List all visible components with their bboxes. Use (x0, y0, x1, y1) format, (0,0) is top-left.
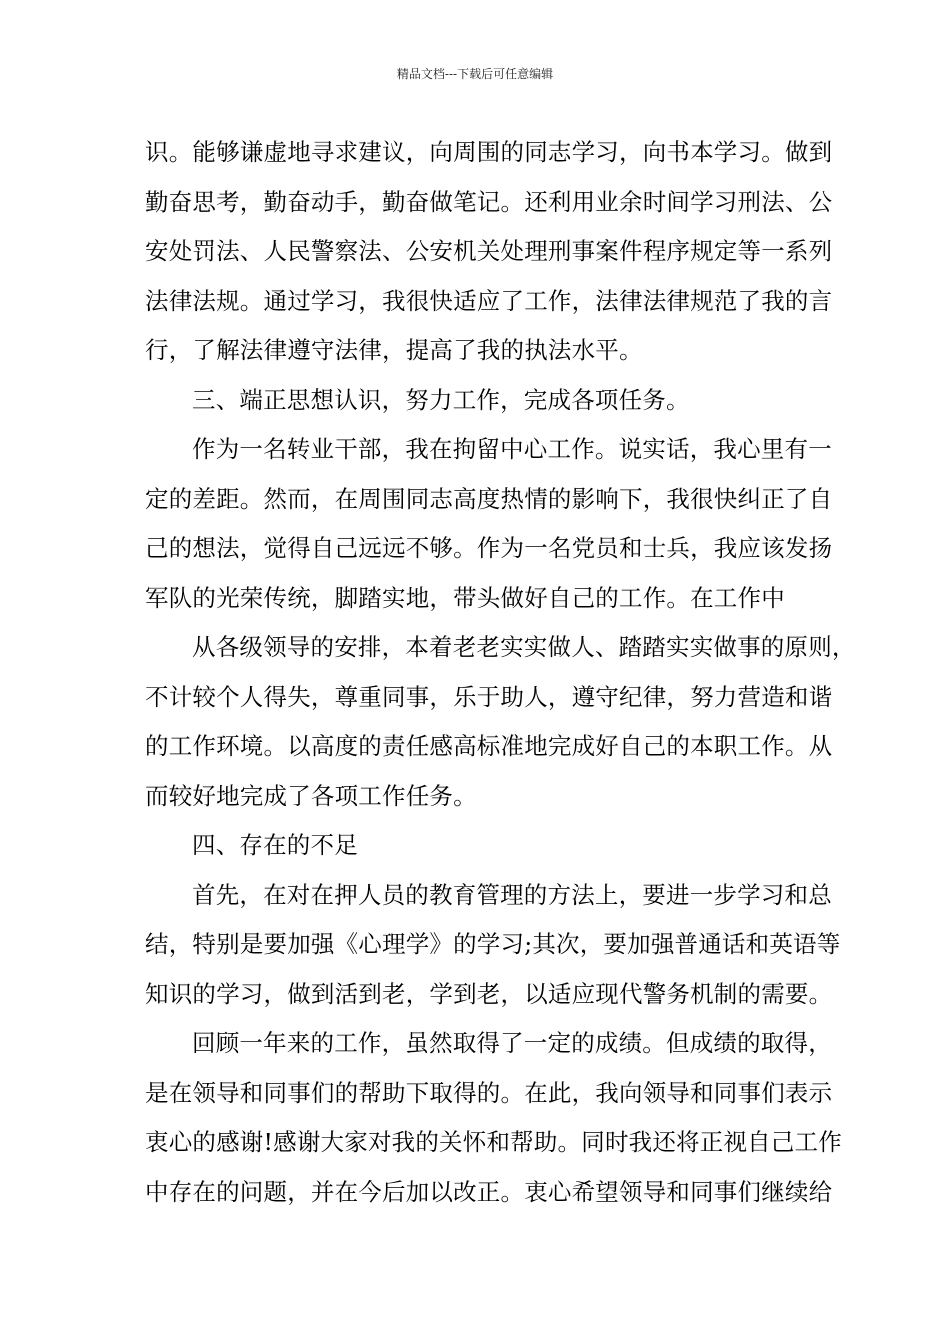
text-line: 衷心的感谢!感谢大家对我的关怀和帮助。同时我还将正视自己工作 (145, 1128, 842, 1156)
text-line: 是在领导和同事们的帮助下取得的。在此，我向领导和同事们表示 (145, 1078, 833, 1107)
section-heading: 四、存在的不足 (192, 831, 358, 859)
text-line: 法律法规。通过学习，我很快适应了工作，法律法律规范了我的言 (145, 286, 833, 315)
text-line: 知识的学习，做到活到老，学到老，以适应现代警务机制的需要。 (145, 979, 833, 1008)
text-line: 结，特别是要加强《心理学》的学习;其次，要加强普通话和英语等 (145, 930, 841, 958)
text-line: 己的想法，觉得自己远远不够。作为一名党员和士兵，我应该发扬 (145, 534, 833, 562)
text-line: 勤奋思考，勤奋动手，勤奋做笔记。还利用业余时间学习刑法、公 (145, 187, 833, 216)
text-line: 定的差距。然而，在周围同志高度热情的影响下，我很快纠正了自 (145, 484, 833, 513)
text-line: 作为一名转业干部，我在拘留中心工作。说实话，我心里有一 (192, 435, 832, 463)
text-line: 的工作环境。以高度的责任感高标准地完成好自己的本职工作。从 (145, 732, 833, 760)
text-line: 识。能够谦虚地寻求建议，向周围的同志学习，向书本学习。做到 (145, 138, 833, 166)
text-line: 中存在的问题，并在今后加以改正。衷心希望领导和同事们继续给 (145, 1177, 833, 1206)
text-line: 回顾一年来的工作，虽然取得了一定的成绩。但成绩的取得， (192, 1029, 832, 1057)
text-line: 安处罚法、人民警察法、公安机关处理刑事案件程序规定等一系列 (145, 237, 833, 265)
text-line: 而较好地完成了各项工作任务。 (145, 781, 477, 810)
page-header: 精品文档---下载后可任意编辑 (396, 67, 554, 81)
text-line: 行，了解法律遵守法律，提高了我的执法水平。 (145, 336, 643, 364)
section-heading: 三、端正思想认识，努力工作，完成各项任务。 (192, 385, 690, 414)
text-line: 不计较个人得失，尊重同事，乐于助人，遵守纪律，努力营造和谐 (145, 682, 833, 711)
text-line: 军队的光荣传统，脚踏实地，带头做好自己的工作。在工作中 (145, 583, 785, 612)
document-body (145, 131, 856, 1220)
text-line: 首先，在对在押人员的教育管理的方法上，要进一步学习和总 (192, 880, 832, 909)
text-line: 从各级领导的安排，本着老老实实做人、踏踏实实做事的原则， (192, 633, 856, 661)
